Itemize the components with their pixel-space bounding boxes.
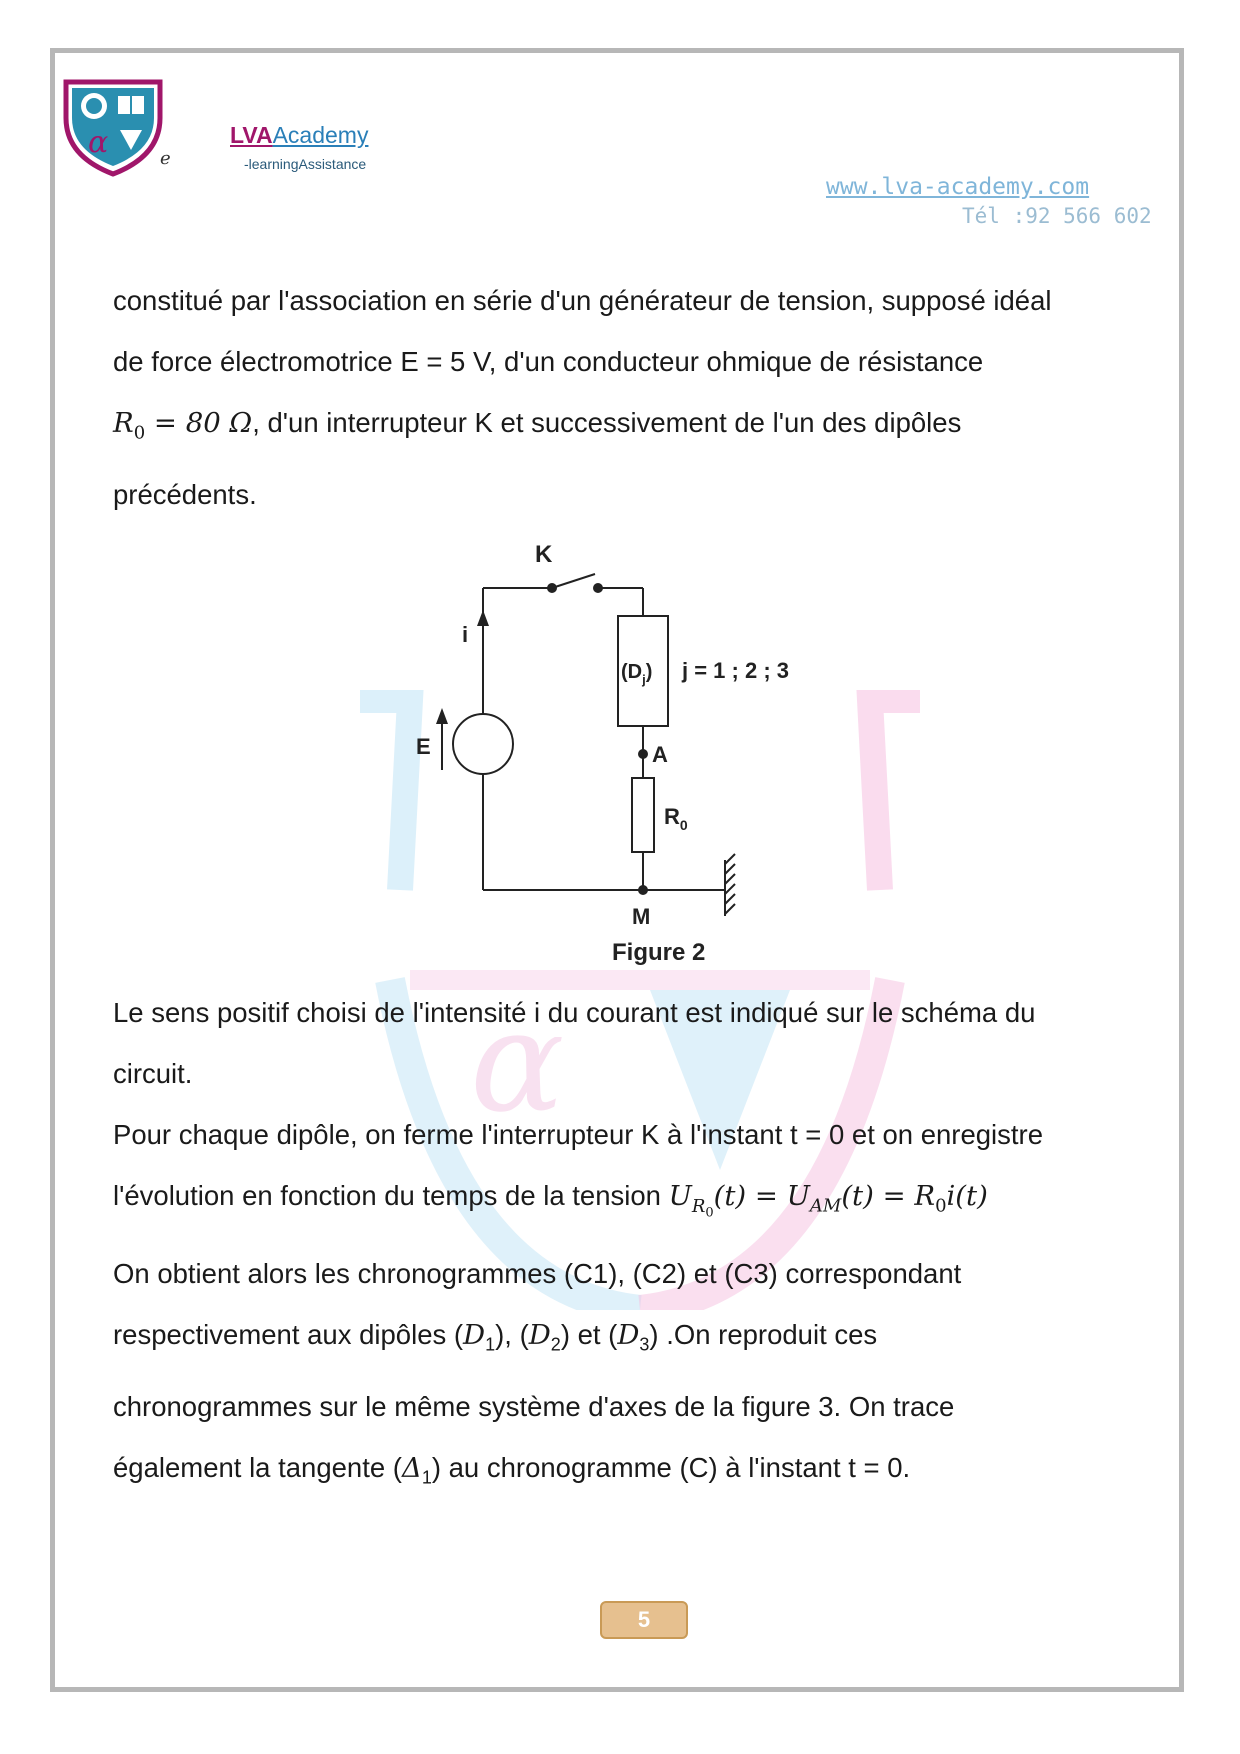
text-line: précédents. [113,478,257,510]
page-number: 5 [600,1601,688,1639]
math-sub-r0: 0 [935,1195,947,1217]
text-line: On obtient alors les chronogrammes (C1), (C2) et (C3) correspondant [113,1258,962,1290]
text-line: Le sens positif choisi de l'intensité i du courant est indiqué sur le schéma du [113,997,1036,1028]
math-delta: Δ [401,1451,422,1484]
text-fragment: ), ( [495,1319,529,1351]
label-dj [621,661,652,687]
label-a: A [652,742,668,767]
figure-caption: Figure 2 [612,939,706,966]
math-sub-delta: 1 [421,1467,432,1488]
text-fragment: l'évolution en fonction du temps de la tension [113,1180,669,1211]
label-r-sub: 0 [679,817,688,833]
math-sub-2: 2 [550,1334,561,1355]
academy-logo [58,78,168,178]
phone-number: Tél :92 566 602 [962,204,1152,228]
label-d-close: ) [645,661,653,683]
math-it: i(t) [946,1180,988,1212]
math-d: D [528,1319,551,1352]
label-m: M [632,904,651,929]
math-sub-3: 3 [639,1334,650,1355]
label-i: i [462,622,469,647]
text-line-with-formula [113,392,1173,464]
brand-academy: Academy [272,122,369,148]
text-fragment: également la tangente ( [113,1451,402,1483]
text-line: chronogrammes sur le même système d'axes de la figure 3. On trace [113,1390,955,1422]
label-j-values: j = 1 ; 2 ; 3 [682,658,789,683]
circuit-diagram [380,522,900,972]
math-subscript: 0 [133,422,146,444]
website-link[interactable]: www.lva-academy.com [826,174,1090,200]
text-fragment: , d'un interrupteur K et successivement de l'un des dipôles [252,407,962,438]
svg-text:α: α [88,125,109,160]
label-d: (D [621,661,643,683]
math-sub-1: 1 [485,1334,496,1355]
math-u: U [668,1180,692,1212]
text-line: de force électromotrice E = 5 V, d'un conducteur ohmique de résistance [113,346,984,377]
text-fragment: ) au chronogramme (C) à l'instant t = 0. [431,1451,911,1483]
paragraph-intro [113,270,1173,525]
math-R: R [113,407,134,439]
label-d-sub: j [642,672,646,687]
math-sub-r-letter: R [691,1195,706,1217]
math-sub-zero: 0 [705,1205,714,1221]
label-r0 [664,804,688,833]
svg-text:α: α [470,981,565,1144]
brand-subtitle: -learningAssistance [244,156,367,172]
brand-lva: LVA [230,122,273,148]
text-line-with-formula [113,1437,1173,1509]
label-e: E [416,734,431,759]
math-d: D [617,1319,640,1352]
text-line: circuit. [113,1058,193,1089]
math-value: = 80 Ω [145,407,253,439]
label-r: R [664,804,680,829]
label-k: K [535,541,553,568]
logo-e-letter: e [160,148,171,169]
math-sub-r [691,1195,714,1221]
math-d: D [463,1319,486,1352]
text-line: Pour chaque dipôle, on ferme l'interrupteur K à l'instant t = 0 et on enregistre [113,1119,1044,1150]
text-line-with-formula [113,1165,1173,1243]
text-line: constitué par l'association en série d'un générateur de tension, supposé idéal [113,285,1052,316]
paragraph-sense [113,982,1173,1508]
math-sub-am: AM [809,1195,842,1217]
text-fragment: respectivement aux dipôles ( [113,1319,464,1351]
math-eq: (t) = U [713,1180,810,1212]
text-fragment: ) et ( [560,1319,618,1351]
text-line-with-formula [113,1304,1173,1376]
math-eq2: (t) = R [841,1180,936,1212]
brand-name[interactable] [230,122,368,149]
text-fragment: ) .On reproduit ces [649,1319,878,1351]
